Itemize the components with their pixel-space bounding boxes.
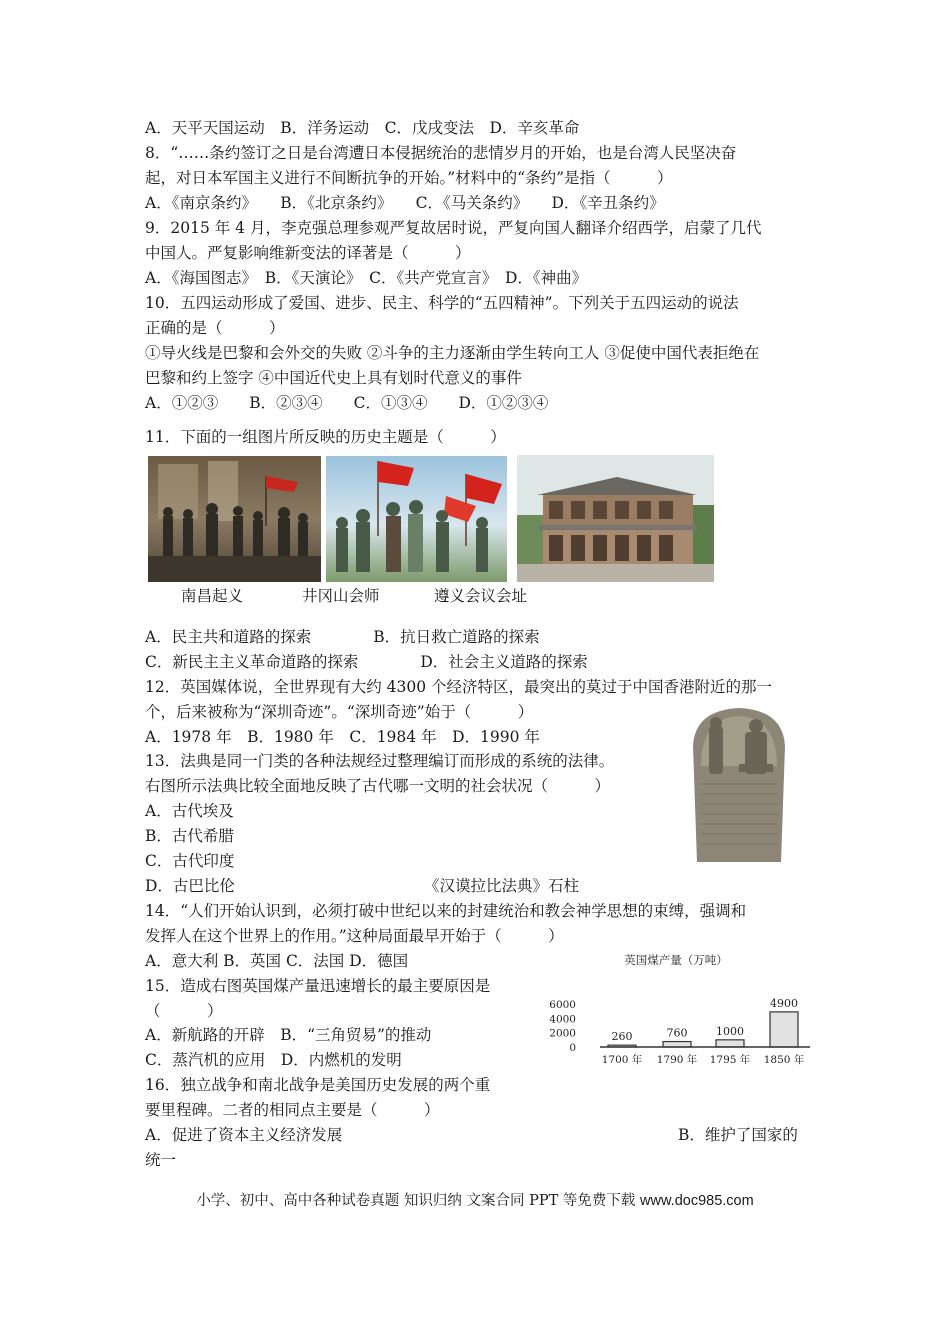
q10-stem-line1: 10．五四运动形成了爱国、进步、民主、科学的“五四精神”。下列关于五四运动的说法 <box>145 294 739 312</box>
caption-nanchang-uprising: 南昌起义 <box>181 587 244 605</box>
jinggangshan-meeting-painting <box>326 456 507 582</box>
x-category-label: 1850 年 <box>763 1054 805 1066</box>
q16-option-b: B．维护了国家的 <box>678 1126 798 1144</box>
bar-value-label: 260 <box>611 1030 633 1044</box>
q12-options: A．1978 年 B．1980 年 C．1984 年 D．1990 年 <box>145 728 540 746</box>
q13-stem-line2: 右图所示法典比较全面地反映了古代哪一文明的社会状况（ ） <box>145 777 611 795</box>
q14-stem-line1: 14．“人们开始认识到，必须打破中世纪以来的封建统治和教会神学思想的束缚，强调和 <box>145 902 747 920</box>
caption-zunyi-meeting-site: 遵义会议会址 <box>434 587 528 605</box>
q13-option-a: A．古代埃及 <box>145 802 234 820</box>
footer-url[interactable]: www.doc985.com <box>640 1193 754 1209</box>
q8-stem-line1: 8．“……条约签订之日是台湾遭日本侵据统治的悲情岁月的开始，也是台湾人民坚决奋 <box>145 144 737 162</box>
q15-stem-line2: （ ） <box>145 1002 223 1020</box>
zunyi-meeting-site-photo <box>517 455 714 582</box>
chart-title: 英国煤产量（万吨） <box>624 953 728 967</box>
x-category-label: 1795 年 <box>709 1054 751 1066</box>
coal-bar <box>663 1042 691 1047</box>
q15-options-row2: C．蒸汽机的应用 D．内燃机的发明 <box>145 1051 402 1069</box>
q7-options: A．天平天国运动 B．洋务运动 C．戊戌变法 D．辛亥革命 <box>145 119 580 137</box>
q9-stem-line1: 9．2015 年 4 月，李克强总理参观严复故居时说，严复向国人翻译介绍西学，启蒙了几代 <box>145 219 762 237</box>
q14-stem-line2: 发挥人在这个世界上的作用。”这种局面最早开始于（ ） <box>145 927 564 945</box>
q12-stem-line1: 12．英国媒体说，全世界现有大约 4300 个经济特区，最突出的莫过于中国香港附近的那一 <box>145 678 773 696</box>
q8-options: A．《南京条约》 B．《北京条约》 C．《马关条约》 D．《辛丑条约》 <box>145 194 665 212</box>
x-category-label: 1700 年 <box>601 1054 643 1066</box>
y-tick-label: 0 <box>569 1042 576 1054</box>
bar-value-label: 760 <box>666 1026 688 1040</box>
q16-option-b-continued: 统一 <box>145 1151 177 1169</box>
q10-options: A．①②③ B．②③④ C．①③④ D．①②③④ <box>145 394 549 412</box>
uk-coal-output-chart <box>548 950 818 1075</box>
x-category-label: 1790 年 <box>656 1054 698 1066</box>
bar-value-label: 4900 <box>770 996 798 1010</box>
q14-options: A．意大利 B．英国 C．法国 D．德国 <box>145 952 409 970</box>
q9-stem-line2: 中国人。严复影响维新变法的译著是（ ） <box>145 244 471 262</box>
page-footer <box>0 1191 950 1211</box>
q15-options-row1: A．新航路的开辟 B．“三角贸易”的推动 <box>145 1026 432 1044</box>
y-tick-label: 2000 <box>549 1027 576 1040</box>
q13-option-d: D．古巴比伦 <box>145 877 235 895</box>
caption-jinggangshan-meeting: 井冈山会师 <box>302 587 380 605</box>
q10-stem-line2: 正确的是（ ） <box>145 319 285 337</box>
y-tick-label: 4000 <box>549 1013 576 1026</box>
q11-options-row1: A．民主共和道路的探索 B．抗日救亡道路的探索 <box>145 628 540 646</box>
q16-option-a: A．促进了资本主义经济发展 <box>145 1126 343 1144</box>
bar-value-label: 1000 <box>716 1024 744 1038</box>
q13-stem-line1: 13．法典是同一门类的各种法规经过整理编订而形成的系统的法律。 <box>145 752 615 770</box>
q10-statements-line1: ①导火线是巴黎和会外交的失败 ②斗争的主力逐渐由学生转向工人 ③促使中国代表拒绝在 <box>145 344 760 362</box>
y-tick-label: 6000 <box>549 999 576 1011</box>
coal-bar <box>716 1040 744 1047</box>
nanchang-uprising-painting <box>148 456 321 582</box>
q11-stem: 11．下面的一组图片所反映的历史主题是（ ） <box>145 428 506 446</box>
hammurabi-stele-photo <box>687 706 791 862</box>
q10-statements-line2: 巴黎和约上签字 ④中国近代史上具有划时代意义的事件 <box>145 369 522 387</box>
q13-option-b: B．古代希腊 <box>145 827 234 845</box>
q11-options-row2: C．新民主主义革命道路的探索 D．社会主义道路的探索 <box>145 653 588 671</box>
footer-text: 小学、初中、高中各种试卷真题 知识归纳 文案合同 PPT 等免费下载 <box>196 1193 636 1209</box>
caption-hammurabi-stele: 《汉谟拉比法典》石柱 <box>424 877 580 895</box>
q15-stem-line1: 15．造成右图英国煤产量迅速增长的最主要原因是 <box>145 977 491 995</box>
coal-bar <box>770 1012 798 1047</box>
q13-option-c: C．古代印度 <box>145 852 235 870</box>
q8-stem-line2: 起，对日本军国主义进行不间断抗争的开始。”材料中的“条约”是指（ ） <box>145 169 673 187</box>
q16-stem-line1: 16．独立战争和南北战争是美国历史发展的两个重 <box>145 1076 491 1094</box>
q12-stem-line2: 个，后来被称为“深圳奇迹”。“深圳奇迹”始于（ ） <box>145 703 534 721</box>
q9-options: A．《海国图志》 B．《天演论》 C．《共产党宣言》 D．《神曲》 <box>145 269 588 287</box>
q16-stem-line2: 要里程碑。二者的相同点主要是（ ） <box>145 1101 440 1119</box>
